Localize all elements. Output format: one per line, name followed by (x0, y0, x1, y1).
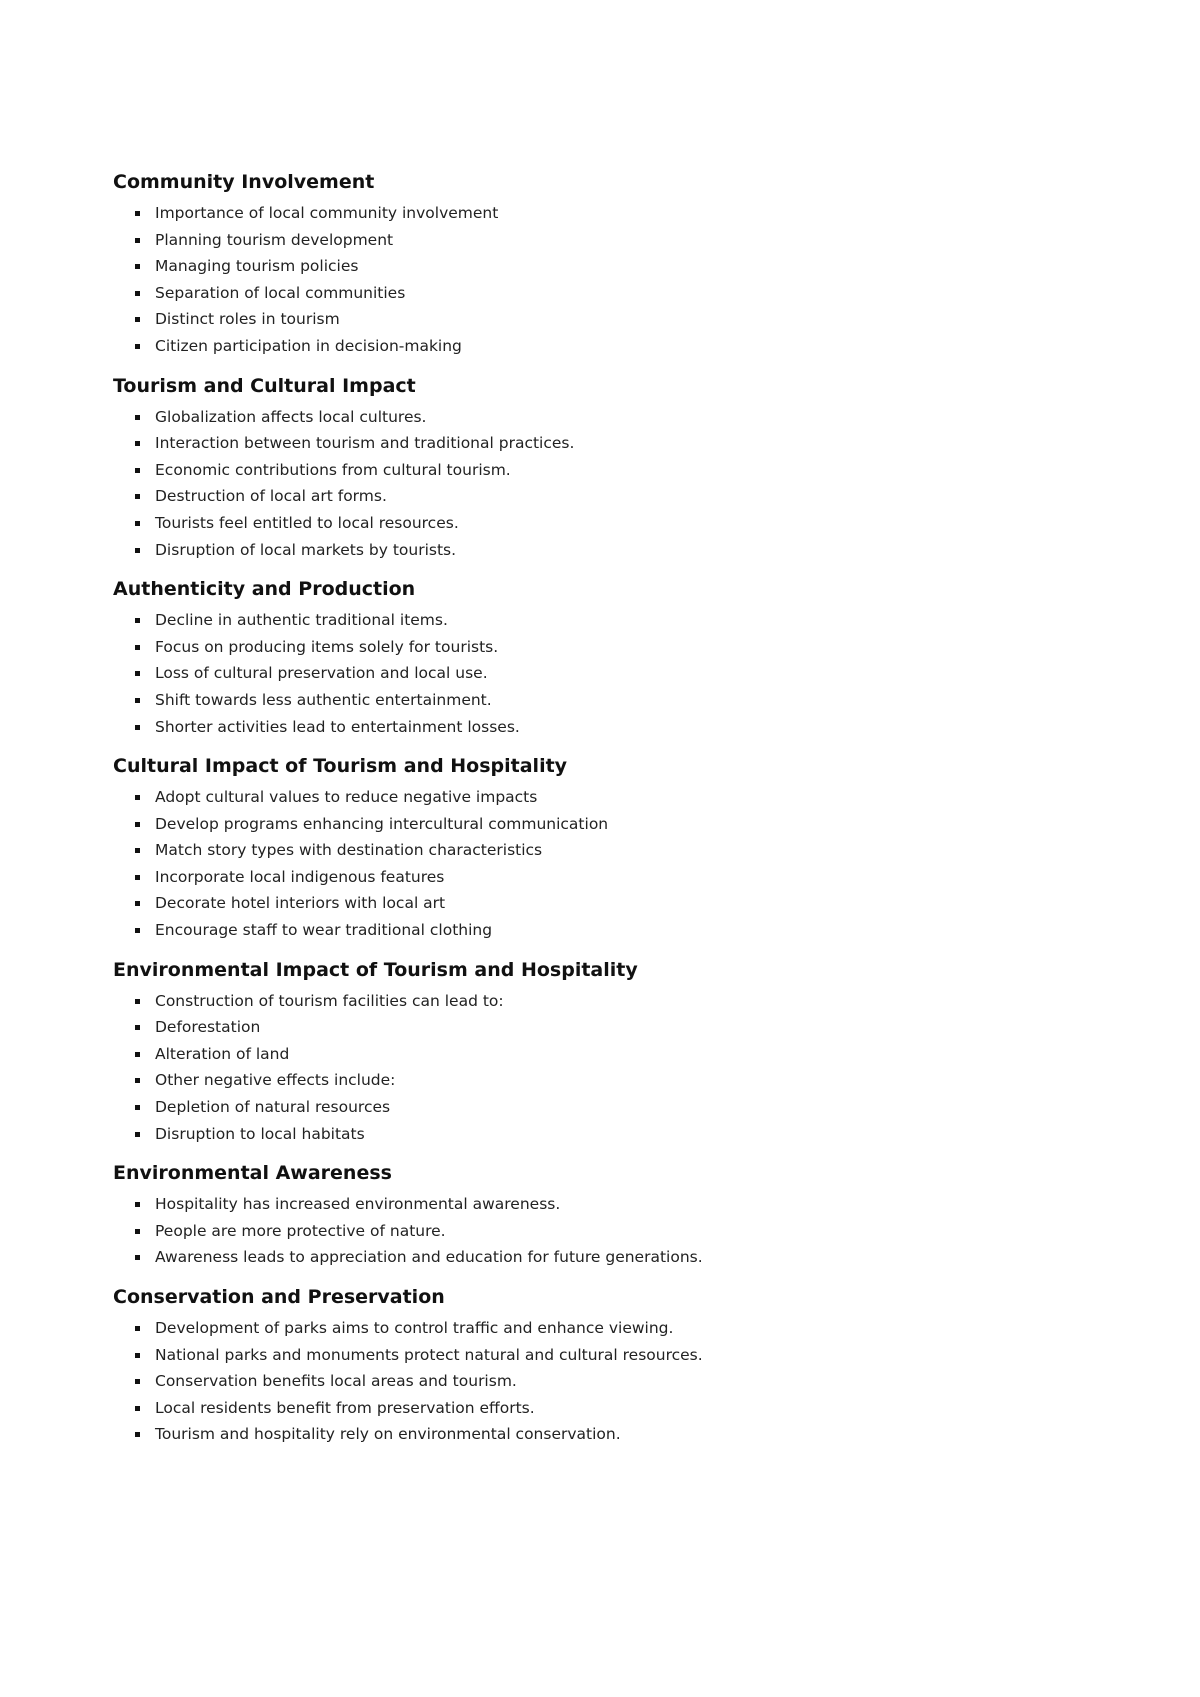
list-item-text: Decline in authentic traditional items. (155, 611, 448, 630)
list-item-text: Awareness leads to appreciation and education for future generations. (155, 1248, 703, 1267)
bullet-list (113, 1315, 1113, 1448)
bullet-icon (135, 1025, 140, 1030)
bullet-list (113, 988, 1113, 1148)
list-item (135, 483, 1113, 510)
list-item-text: Citizen participation in decision-making (155, 336, 462, 355)
bullet-icon (135, 1052, 140, 1057)
list-item-text: Match story types with destination characteristics (155, 841, 543, 860)
bullet-icon (135, 415, 140, 420)
bullet-icon (135, 521, 140, 526)
list-item (135, 227, 1113, 254)
list-item (135, 864, 1113, 891)
bullet-list (113, 200, 1113, 360)
list-item (135, 1191, 1113, 1218)
bullet-icon (135, 848, 140, 853)
bullet-icon (135, 1202, 140, 1207)
section (113, 1285, 1113, 1448)
list-item (135, 1014, 1113, 1041)
bullet-icon (135, 645, 140, 650)
list-item-text: People are more protective of nature. (155, 1221, 446, 1240)
bullet-list (113, 784, 1113, 944)
list-item (135, 1395, 1113, 1422)
list-item (135, 430, 1113, 457)
list-item (135, 811, 1113, 838)
bullet-icon (135, 264, 140, 269)
list-item (135, 784, 1113, 811)
bullet-list (113, 404, 1113, 564)
list-item-text: Tourists feel entitled to local resources. (155, 513, 459, 532)
list-item (135, 837, 1113, 864)
bullet-icon (135, 317, 140, 322)
list-item-text: Development of parks aims to control traffic and enhance viewing. (155, 1319, 674, 1337)
bullet-icon (135, 725, 140, 730)
list-item (135, 306, 1113, 333)
list-item (135, 687, 1113, 714)
list-item-text: Depletion of natural resources (155, 1098, 391, 1117)
document-body (113, 170, 1113, 1462)
list-item-text: Develop programs enhancing intercultural communication (155, 814, 609, 833)
bullet-icon (135, 1132, 140, 1137)
bullet-icon (135, 875, 140, 880)
bullet-icon (135, 211, 140, 216)
list-item (135, 1244, 1113, 1271)
list-item (135, 607, 1113, 634)
section-heading: Conservation and Preservation (113, 1286, 445, 1308)
bullet-icon (135, 698, 140, 703)
list-item (135, 1421, 1113, 1448)
list-item-text: Destruction of local art forms. (155, 487, 387, 506)
list-item-text: Disruption of local markets by tourists. (155, 540, 457, 559)
list-item-text: Separation of local communities (155, 283, 406, 302)
list-item-text: Importance of local community involvement (155, 204, 499, 222)
bullet-icon (135, 928, 140, 933)
bullet-icon (135, 1105, 140, 1110)
list-item-text: Distinct roles in tourism (155, 310, 340, 329)
bullet-icon (135, 671, 140, 676)
list-item-text: Globalization affects local cultures. (155, 407, 427, 426)
bullet-icon (135, 901, 140, 906)
list-item-text: Economic contributions from cultural tourism. (155, 460, 511, 479)
bullet-icon (135, 238, 140, 243)
list-item (135, 1041, 1113, 1068)
section-heading: Community Involvement (113, 171, 375, 193)
list-item-text: Planning tourism development (155, 230, 394, 249)
list-item-text: Tourism and hospitality rely on environmental conservation. (155, 1425, 621, 1444)
list-item (135, 1368, 1113, 1395)
list-item (135, 1315, 1113, 1342)
section-heading: Environmental Awareness (113, 1162, 392, 1185)
bullet-icon (135, 548, 140, 553)
list-item-text: Conservation benefits local areas and tourism. (155, 1372, 517, 1391)
list-item (135, 714, 1113, 741)
list-item-text: Managing tourism policies (155, 257, 359, 276)
section-heading: Environmental Impact of Tourism and Hospitality (113, 958, 638, 981)
bullet-icon (135, 1379, 140, 1384)
bullet-icon (135, 618, 140, 623)
list-item-text: Hospitality has increased environmental awareness. (155, 1195, 561, 1214)
section (113, 958, 1113, 1148)
list-item-text: Decorate hotel interiors with local art (155, 894, 446, 913)
list-item-text: Shift towards less authentic entertainment. (155, 690, 492, 709)
list-item (135, 1094, 1113, 1121)
list-item-text: Encourage staff to wear traditional clothing (155, 921, 493, 940)
list-item-text: Adopt cultural values to reduce negative impacts (155, 788, 538, 807)
list-item (135, 1218, 1113, 1245)
bullet-icon (135, 1326, 140, 1331)
bullet-icon (135, 1078, 140, 1083)
bullet-icon (135, 1406, 140, 1411)
list-item-text: Construction of tourism facilities can lead to: (155, 991, 504, 1010)
list-item-text: Interaction between tourism and traditional practices. (155, 434, 575, 453)
list-item (135, 1067, 1113, 1094)
bullet-icon (135, 822, 140, 827)
list-item-text: Local residents benefit from preservation efforts. (155, 1398, 535, 1417)
list-item (135, 333, 1113, 360)
list-item-text: Loss of cultural preservation and local use. (155, 664, 488, 683)
list-item-text: Other negative effects include: (155, 1071, 396, 1090)
list-item (135, 988, 1113, 1015)
bullet-icon (135, 291, 140, 296)
list-item-text: Alteration of land (155, 1044, 290, 1063)
bullet-icon (135, 999, 140, 1004)
bullet-icon (135, 795, 140, 800)
list-item (135, 537, 1113, 564)
bullet-list (113, 1191, 1113, 1271)
bullet-icon (135, 468, 140, 473)
list-item (135, 634, 1113, 661)
list-item (135, 1121, 1113, 1148)
section-heading: Tourism and Cultural Impact (113, 374, 416, 397)
section (113, 754, 1113, 944)
list-item-text: Focus on producing items solely for tourists. (155, 637, 499, 656)
section (113, 1161, 1113, 1271)
list-item (135, 890, 1113, 917)
list-item (135, 660, 1113, 687)
bullet-icon (135, 441, 140, 446)
list-item-text: Incorporate local indigenous features (155, 867, 445, 886)
section-heading: Authenticity and Production (113, 578, 416, 601)
list-item (135, 200, 1113, 227)
bullet-icon (135, 1229, 140, 1234)
list-item (135, 917, 1113, 944)
list-item (135, 457, 1113, 484)
list-item-text: Deforestation (155, 1018, 261, 1037)
section (113, 374, 1113, 564)
list-item (135, 404, 1113, 431)
bullet-icon (135, 1255, 140, 1260)
list-item (135, 1342, 1113, 1369)
section-heading: Cultural Impact of Tourism and Hospitality (113, 755, 568, 778)
list-item-text: National parks and monuments protect natural and cultural resources. (155, 1345, 703, 1364)
list-item (135, 253, 1113, 280)
list-item (135, 280, 1113, 307)
section (113, 577, 1113, 740)
section (113, 170, 1113, 360)
list-item (135, 510, 1113, 537)
bullet-icon (135, 1353, 140, 1358)
bullet-icon (135, 344, 140, 349)
list-item-text: Disruption to local habitats (155, 1124, 365, 1143)
list-item-text: Shorter activities lead to entertainment losses. (155, 717, 520, 736)
bullet-icon (135, 494, 140, 499)
bullet-list (113, 607, 1113, 740)
bullet-icon (135, 1432, 140, 1437)
